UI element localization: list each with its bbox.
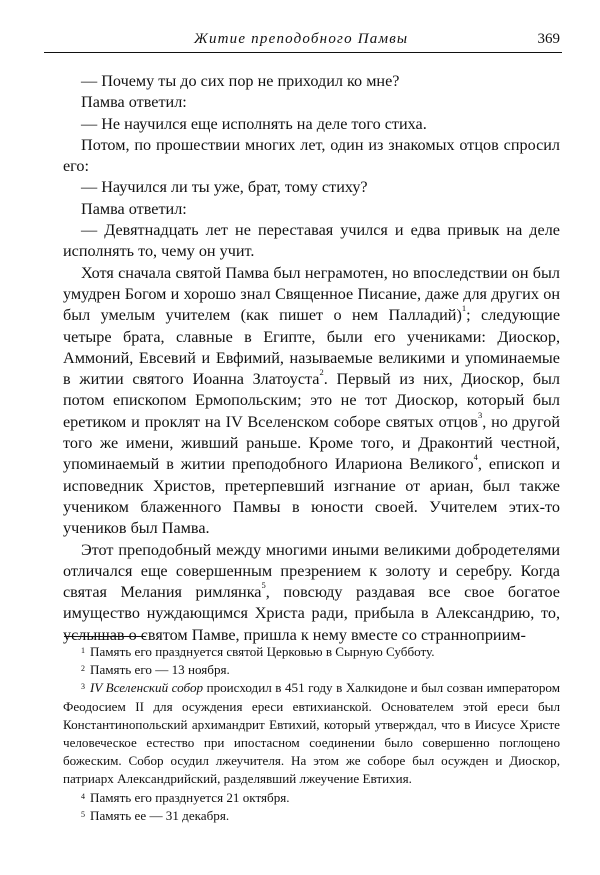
footnote-ref: 2 [319,367,324,378]
text-run: , повсюду раздавая все свое богатое имущество нуждающимся Христа ради, прибыла в Александрию, то, услышав о святом Памве, пришла к нему вместе со странноприим- [63,583,560,644]
footnote-number: 1 [81,646,85,655]
footnote-separator [64,636,146,637]
text-run: . Первый из них, Диоскор, был потом епископом Ермопольским; это не тот Диоскор, который был еретиком и проклят на IV Вселенском соборе святых отцов [63,370,560,431]
footnote-term: IV Вселенский собор [90,680,204,696]
footnote-number: 3 [81,682,85,692]
footnote [63,643,560,661]
footnote-number: 2 [81,664,85,674]
dialogue-line: — Не научился еще исполнять на деле того стиха. [81,114,427,133]
page-header [44,28,562,53]
footnotes [63,643,560,825]
footnote-ref: 1 [461,303,467,314]
footnote [63,661,560,679]
footnote-text: Память ее — 31 декабря. [90,807,230,823]
footnote-ref: 3 [477,409,483,420]
main-text [63,71,560,646]
running-title: Житие преподобного Памвы [194,31,409,47]
footnote [63,679,560,788]
paragraph: Потом, по прошествии многих лет, один из знакомых отцов спросил его: [63,135,560,176]
footnote [63,807,560,825]
text-run: , но другой того же имени, живший раньше. Кроме того, и Драконтий честной, упоминаемый в житии преподобного Илариона Великого [63,412,560,474]
paragraph: — Девятнадцать лет не переставая учился и едва привык на деле исполнять то, чему он учит. [63,221,560,261]
text-run: Этот преподобный между многими иными великими добродетелями отличался еще совершенным презрением к золоту и серебру. Когда святая Мелания римлянка [63,540,560,602]
paragraph-melania [63,540,560,646]
footnote [63,789,560,807]
footnote-text: Память его — 13 ноября. [90,662,230,678]
text-run: Хотя сначала святой Памва был неграмотен, но впоследствии он был умудрен Богом и хорошо знал Священное Писание, даже для других он был умелым учителем (как пишет о нем Палладий) [63,263,560,325]
page-number: 369 [537,31,560,47]
text-run: , епископ и исповедник Христов, претерпевший изгнание от ариан, был также учеником блаженного Памвы в юности своей. Учителем этих-то учеников был Памва. [63,455,560,538]
dialogue-line: — Научился ли ты уже, брат, тому стиху? [81,178,368,197]
footnote-ref: 4 [473,452,478,463]
footnote-ref: 5 [261,580,266,591]
footnote-number: 4 [81,791,85,801]
footnote-number: 5 [81,809,85,819]
paragraph-pamva-disciples [63,263,560,540]
dialogue-line: — Почему ты до сих пор не приходил ко мне? [81,72,400,90]
footnote-text: происходил в 451 году в Халкидоне и был созван императором Феодосием II для осуждения ереси евтихианской. Основателем этой ереси был Константинопольский архимандрит Евтихий, который утверждал, что в Иисусе Христе человеческое естество при ипостасном соединении было совершенно поглощено божеским. Собор осудил лжеучителя. На этом же соборе был осужден и Диоскор, патриарх Александрийский, разделявший лжеучение Евтихия. [63,680,560,787]
text-run: ; следующие четыре брата, славные в Египте, были его учениками: Диоскор, Аммоний, Евсевий и Евфимий, называемые великими и упоминаемые в житии святого Иоанна Златоуста [63,306,561,389]
dialogue-line: Памва ответил: [81,199,187,218]
footnote-text: Память его празднуется святой Церковью в Сырную Субботу. [90,644,435,659]
dialogue-line: Памва ответил: [81,93,187,112]
footnote-text: Память его празднуется 21 октября. [90,789,290,805]
